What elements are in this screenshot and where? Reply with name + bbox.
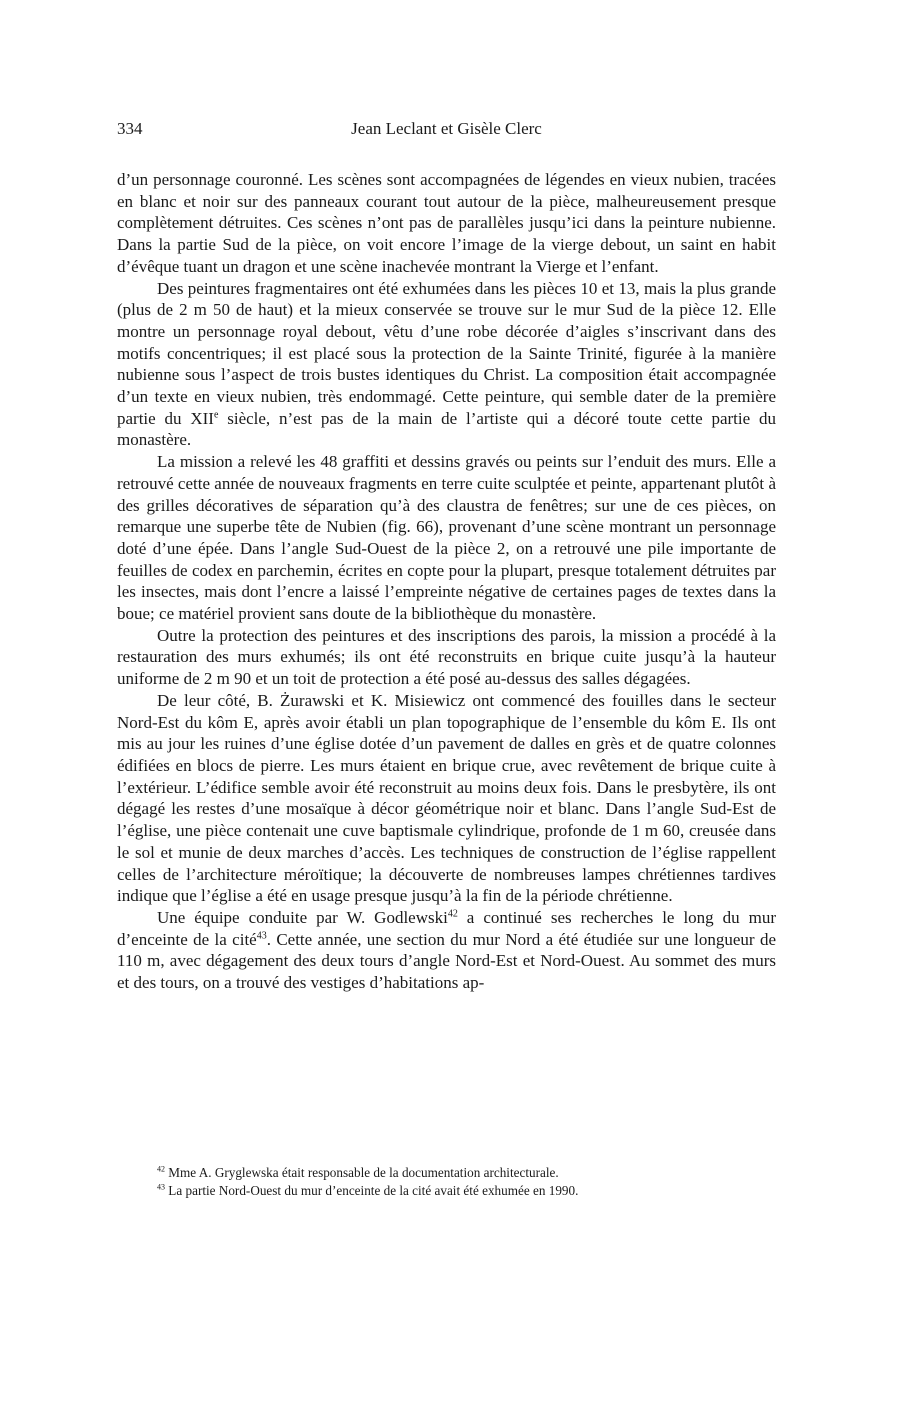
paragraph-6-text-before: Une équipe conduite par W. Godlewski (157, 907, 448, 927)
footnote-ref-42[interactable]: 42 (447, 908, 458, 920)
paragraph-6 (117, 907, 776, 994)
footnote-ref-43[interactable]: 43 (256, 929, 267, 941)
paragraph-3: La mission a relevé les 48 graffiti et dessins gravés ou peints sur l’enduit des murs. Elle a retrouvé cette année de nouveaux fragments en terre cuite sculptée et peinte, appartenant plutôt à des grilles décoratives de séparation qu’à des claustra de fenêtres; sur une de ces pièces, on remarque une superbe tête de Nubien (fig. 66), provenant d’une scène montrant un personnage doté d’une épée. Dans l’angle Sud-Ouest de la pièce 2, on a retrouvé une pile importante de feuilles de codex en parchemin, écrites en copte pour la plupart, presque totalement détruites par les insectes, mais dont l’encre a laissé l’empreinte négative de certaines pages de textes dans la boue; ce matériel provient sans doute de la bibliothèque du monastère. (117, 452, 776, 624)
paragraph-6-text-middle: a continué ses recherches le long du mur d’enceinte de la cité (117, 907, 776, 949)
paragraph-1: d’un personnage couronné. Les scènes sont accompagnées de légendes en vieux nubien, tracées en blanc et noir sur des panneaux courant tout autour de la pièce, malheureusement presque complètement détruites. Ces scènes n’ont pas de parallèles jusqu’ici dans la peinture nubienne. Dans la partie Sud de la pièce, on voit encore l’image de la vierge debout, un saint en habit d’évêque tuant un dragon et une scène inachevée montrant la Vierge et l’enfant. (117, 170, 776, 276)
footnote-text-42: Mme A. Gryglewska était responsable de la documentation architecturale. (165, 1165, 559, 1180)
paragraph-4: Outre la protection des peintures et des inscriptions des parois, la mission a procédé à la restauration des murs exhumés; ils ont été reconstruits en brique cuite jusqu’à la hauteur uniforme de 2 m 90 et un toit de protection a été posé au-dessus des salles dégagées. (117, 625, 776, 689)
paragraph-6-text-after: . Cette année, une section du mur Nord a été étudiée sur une longueur de 110 m, avec dégagement des deux tours d’angle Nord-Est et Nord-Ouest. Au sommet des murs et des tours, on a trouvé des vestiges d’habitations ap- (117, 929, 776, 993)
page-number: 334 (117, 119, 143, 138)
paragraph-5: De leur côté, B. Żurawski et K. Misiewicz ont commencé des fouilles dans le secteur Nord-Est du kôm E, après avoir établi un plan topographique de l’ensemble du kôm E. Ils ont mis au jour les ruines d’une église dotée d’un pavement de dalles en grès et de quatre colonnes édifiées en blocs de pierre. Les murs étaient en brique crue, avec revêtement de brique cuite à l’extérieur. L’édifice semble avoir été reconstruit au moins deux fois. Dans le presbytère, ils ont dégagé les restes d’une mosaïque à décor géométrique noir et blanc. Dans l’angle Sud-Est de l’église, une pièce contenait une cuve baptismale cylindrique, profonde de 1 m 60, creusée dans le sol et munie de deux marches d’accès. Les techniques de construction de l’église rappellent celles de l’architecture méroïtique; la découverte de nombreuses lampes chrétiennes tardives indique que l’église a été en usage presque jusqu’à la fin de la période chrétienne. (117, 690, 776, 906)
footnotes (117, 1164, 776, 1200)
footnote-number-43: 43 (157, 1182, 165, 1192)
footnote-43 (117, 1182, 776, 1200)
paragraph-2 (117, 278, 776, 452)
footnote-42 (117, 1164, 776, 1182)
paragraph-2-text-before: Des peintures fragmentaires ont été exhumées dans les pièces 10 et 13, mais la plus grande (plus de 2 m 50 de haut) et la mieux conservée se trouve sur le mur Sud de la pièce 12. Elle montre un personnage royal debout, vêtu d’une robe décorée d’aigles s’inscrivant dans des motifs concentriques; il est placé sous la protection de la Sainte Trinité, figurée à la manière nubienne sous l’aspect de trois bustes identiques du Christ. La composition était accompagnée d’un texte en vieux nubien, très endommagé. Cette peinture, qui semble dater de la première partie du XII (117, 278, 776, 428)
running-title: Jean Leclant et Gisèle Clerc (351, 119, 542, 138)
footnote-number-42: 42 (157, 1164, 165, 1174)
page-header (117, 117, 776, 141)
body-text (117, 169, 776, 994)
footnote-text-43: La partie Nord-Ouest du mur d’enceinte de la cité avait été exhumée en 1990. (165, 1183, 579, 1198)
century-superscript: e (213, 409, 219, 421)
paragraph-2-text-after: siècle, n’est pas de la main de l’artiste qui a décoré toute cette partie du monastère. (117, 408, 776, 450)
